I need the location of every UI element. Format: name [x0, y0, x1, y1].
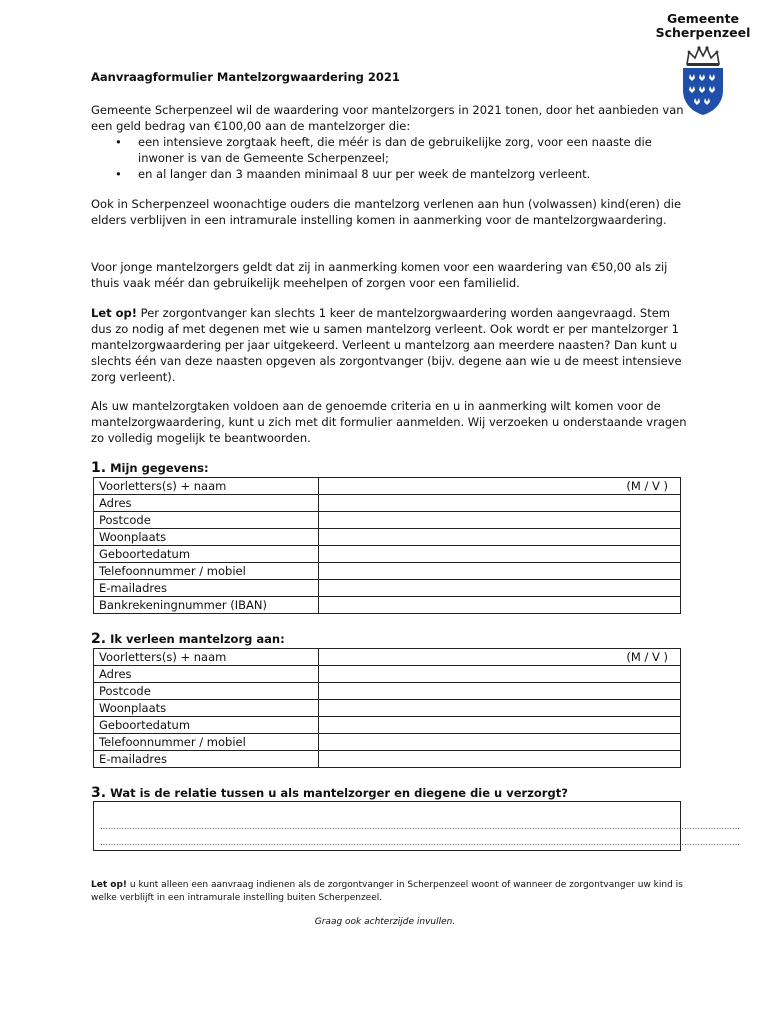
- section-3-heading: 3. Wat is de relatie tussen u als mantelzorger en diegene die u verzorgt?: [91, 785, 568, 801]
- dotted-line: ……………………………………………………………………………………………………………………………………………………………………………………………………………………: [100, 822, 740, 831]
- field-label: Telefoonnummer / mobiel: [94, 734, 319, 751]
- table-row: [94, 683, 681, 700]
- field-label: Telefoonnummer / mobiel: [94, 563, 319, 580]
- table-row: [94, 700, 681, 717]
- section-1-heading: 1. Mijn gegevens:: [91, 460, 209, 476]
- instructions-paragraph: Als uw mantelzorgtaken voldoen aan de genoemde criteria en u in aanmerking wilt komen voor de mantelzorgwaardering, kunt u zich met dit formulier aanmelden. Wij verzoeken u onderstaande vragen zo volledig mogelijk te beantwoorden.: [91, 399, 687, 445]
- field-label: Adres: [94, 666, 319, 683]
- table-row: [94, 734, 681, 751]
- field-label: Geboortedatum: [94, 546, 319, 563]
- dotted-line: ……………………………………………………………………………………………………………………………………………………………………………………………………………………: [100, 838, 740, 847]
- phone-input[interactable]: [319, 563, 681, 580]
- bottom-notice: Let op! u kunt alleen een aanvraag indienen als de zorgontvanger in Scherpenzeel woont of wanneer de zorgontvanger uw kind is welke verblijft in een intramurale instelling buiten Scherpenzeel.: [91, 880, 683, 903]
- field-label: Woonplaats: [94, 529, 319, 546]
- parents-paragraph: Ook in Scherpenzeel woonachtige ouders die mantelzorg verlenen aan hun (volwassen) kind(eren) die elders verblijven in een intramurale instelling komen in aanmerking voor de mantelzorgwaardering.: [91, 197, 682, 227]
- field-label: Voorletters(s) + naam: [94, 478, 319, 495]
- table-row: [94, 478, 681, 495]
- table-row: [94, 580, 681, 597]
- care-recipient-table: [93, 648, 681, 768]
- recipient-phone-input[interactable]: [319, 734, 681, 751]
- email-input[interactable]: [319, 580, 681, 597]
- recipient-city-input[interactable]: [319, 700, 681, 717]
- recipient-postcode-input[interactable]: [319, 683, 681, 700]
- field-label: Voorletters(s) + naam: [94, 649, 319, 666]
- intro-text: Gemeente Scherpenzeel wil de waardering voor mantelzorgers in 2021 tonen, door het aanbieden van een geld bedrag van €100,00 aan de mantelzorger die:: [91, 103, 684, 133]
- recipient-email-input[interactable]: [319, 751, 681, 768]
- recipient-name-gender-input[interactable]: (M / V ): [319, 649, 681, 666]
- notice-label: Let op!: [91, 880, 128, 890]
- field-label: Bankrekeningnummer (IBAN): [94, 597, 319, 614]
- name-gender-input[interactable]: (M / V ): [319, 478, 681, 495]
- notice-paragraph: Let op! Per zorgontvanger kan slechts 1 keer de mantelzorgwaardering worden aangevraagd. Stem dus zo nodig af met degenen met wie u samen mantelzorg verleent. Ook wordt er per mantelzorger 1 mantelzorgwaardering per jaar uitgekeerd. Verleent u mantelzorg aan meerdere naasten? Dan kunt u slechts één van deze naasten opgeven als zorgontvanger (bijv. degene aan wie u de meest intensieve zorg verleent).: [91, 306, 682, 384]
- recipient-address-input[interactable]: [319, 666, 681, 683]
- criteria-list: [91, 134, 691, 182]
- young-carers-paragraph: Voor jonge mantelzorgers geldt dat zij in aanmerking komen voor een waardering van €50,00 als zij thuis vaak méér dan gebruikelijk meehelpen of zorgen voor een familielid.: [91, 260, 668, 290]
- table-row: [94, 717, 681, 734]
- table-row: [94, 546, 681, 563]
- form-title: Aanvraagformulier Mantelzorgwaardering 2021: [91, 70, 400, 84]
- footer-text: Graag ook achterzijde invullen.: [314, 917, 456, 927]
- field-label: Postcode: [94, 683, 319, 700]
- city-input[interactable]: [319, 529, 681, 546]
- relationship-input[interactable]: [93, 801, 740, 851]
- table-row: [94, 495, 681, 512]
- list-item: • en al langer dan 3 maanden minimaal 8 uur per week de mantelzorg verleent.: [115, 167, 591, 181]
- field-label: E-mailadres: [94, 751, 319, 768]
- table-row: [94, 512, 681, 529]
- intro-paragraph: [91, 102, 691, 182]
- notice-label: Let op!: [91, 306, 138, 320]
- postcode-input[interactable]: [319, 512, 681, 529]
- field-label: Adres: [94, 495, 319, 512]
- field-label: E-mailadres: [94, 580, 319, 597]
- field-label: Woonplaats: [94, 700, 319, 717]
- municipality-logo: [648, 12, 758, 116]
- table-row: [94, 563, 681, 580]
- table-row: [94, 529, 681, 546]
- field-label: Geboortedatum: [94, 717, 319, 734]
- address-input[interactable]: [319, 495, 681, 512]
- table-row: [94, 649, 681, 666]
- recipient-birthdate-input[interactable]: [319, 717, 681, 734]
- my-details-table: [93, 477, 681, 614]
- logo-line-2: Scherpenzeel: [655, 25, 751, 40]
- table-row: [94, 751, 681, 768]
- list-item: • een intensieve zorgtaak heeft, die méér is dan de gebruikelijke zorg, voor een naaste die inwoner is van de Gemeente Scherpenzeel;: [115, 135, 652, 165]
- birthdate-input[interactable]: [319, 546, 681, 563]
- table-row: [94, 597, 681, 614]
- iban-input[interactable]: [319, 597, 681, 614]
- section-2-heading: 2. Ik verleen mantelzorg aan:: [91, 631, 285, 647]
- table-row: [94, 666, 681, 683]
- field-label: Postcode: [94, 512, 319, 529]
- logo-line-1: Gemeente: [666, 11, 740, 26]
